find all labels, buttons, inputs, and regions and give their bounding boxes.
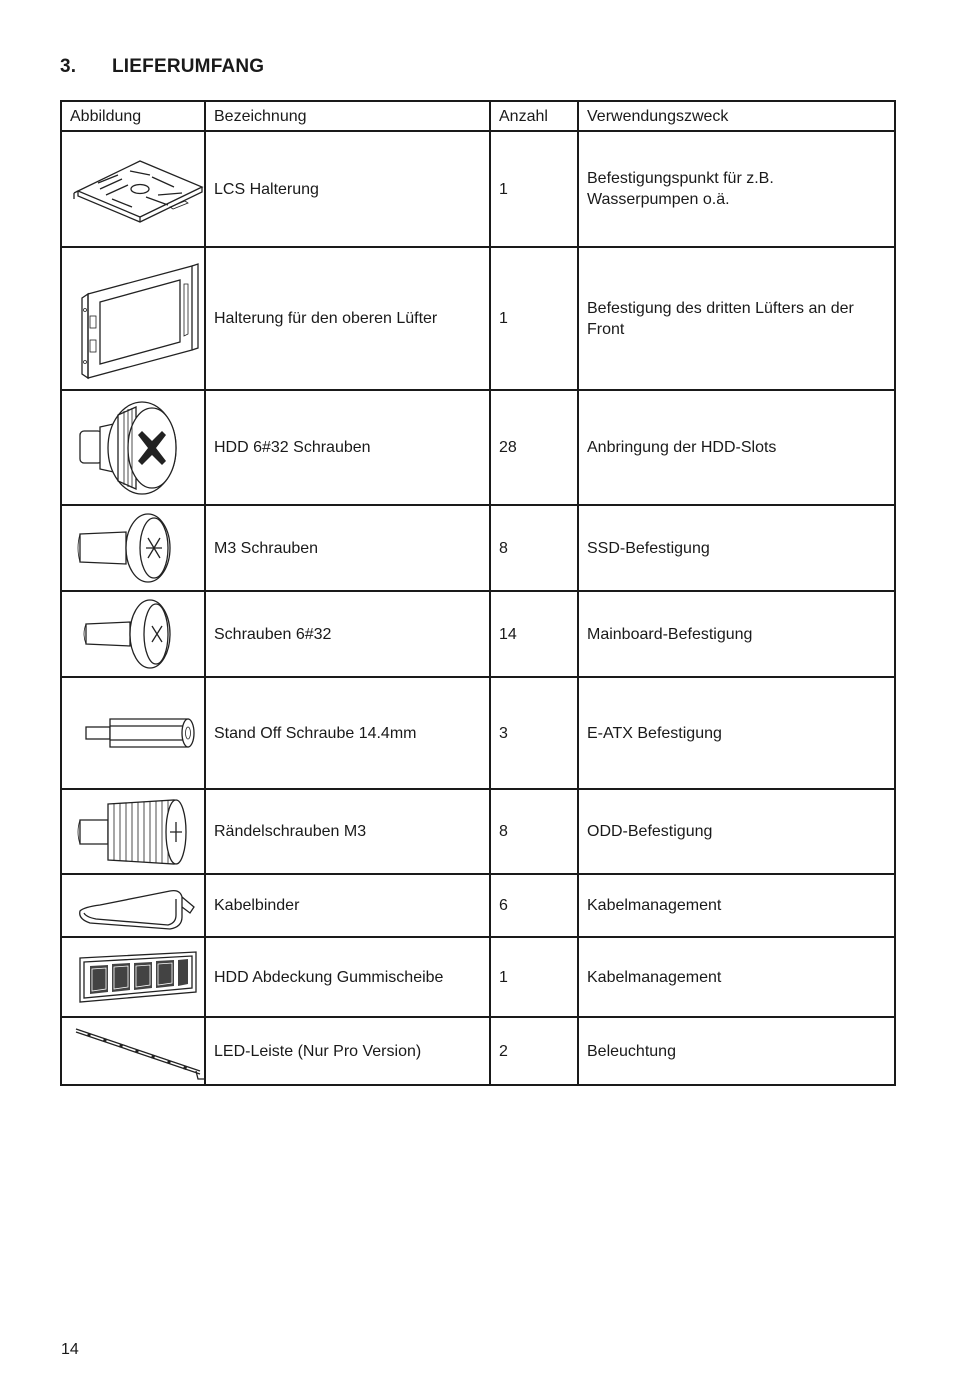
table-row [61, 677, 895, 789]
table-header-row [61, 101, 895, 131]
lcs-bracket-icon [70, 149, 210, 229]
count-cell: 1 [490, 247, 578, 390]
header-count: Anzahl [490, 101, 578, 131]
image-cell [61, 591, 205, 677]
count-cell: 8 [490, 789, 578, 874]
name-cell: Halterung für den oberen Lüfter [205, 247, 490, 390]
section-number: 3. [60, 56, 77, 77]
standoff-screw-icon [70, 693, 210, 773]
count-cell: 2 [490, 1017, 578, 1085]
name-cell: Kabelbinder [205, 874, 490, 937]
image-cell [61, 131, 205, 247]
name-cell: Schrauben 6#32 [205, 591, 490, 677]
screw-6-32-icon [70, 594, 210, 674]
image-cell [61, 247, 205, 390]
name-cell: Stand Off Schraube 14.4mm [205, 677, 490, 789]
table-row [61, 390, 895, 505]
count-cell: 8 [490, 505, 578, 591]
count-cell: 1 [490, 937, 578, 1017]
section-heading [60, 56, 264, 78]
count-cell: 3 [490, 677, 578, 789]
count-cell: 1 [490, 131, 578, 247]
m3-screw-icon [70, 508, 210, 588]
name-cell: LED-Leiste (Nur Pro Version) [205, 1017, 490, 1085]
section-title: LIEFERUMFANG [112, 56, 265, 77]
table-row [61, 131, 895, 247]
image-cell [61, 874, 205, 937]
image-cell [61, 390, 205, 505]
rubber-cover-icon [70, 942, 210, 1012]
purpose-cell: Befestigungspunkt für z.B. Wasserpumpen o.ä. [578, 131, 895, 247]
table-row [61, 1017, 895, 1085]
purpose-cell: Kabelmanagement [578, 937, 895, 1017]
header-purpose: Verwendungszweck [578, 101, 895, 131]
count-cell: 6 [490, 874, 578, 937]
header-image: Abbildung [61, 101, 205, 131]
image-cell [61, 677, 205, 789]
image-cell [61, 505, 205, 591]
image-cell [61, 1017, 205, 1085]
purpose-cell: Anbringung der HDD-Slots [578, 390, 895, 505]
purpose-cell: Befestigung des dritten Lüfters an der Front [578, 247, 895, 390]
name-cell: LCS Halterung [205, 131, 490, 247]
table-row [61, 937, 895, 1017]
cable-tie-icon [70, 877, 210, 935]
name-cell: Rändelschrauben M3 [205, 789, 490, 874]
table-row [61, 789, 895, 874]
name-cell: HDD 6#32 Schrauben [205, 390, 490, 505]
purpose-cell: SSD-Befestigung [578, 505, 895, 591]
purpose-cell: ODD-Befestigung [578, 789, 895, 874]
count-cell: 28 [490, 390, 578, 505]
table-row [61, 874, 895, 937]
thumb-screw-icon [70, 792, 210, 872]
purpose-cell: Beleuchtung [578, 1017, 895, 1085]
page-number: 14 [61, 1341, 79, 1358]
purpose-cell: E-ATX Befestigung [578, 677, 895, 789]
count-cell: 14 [490, 591, 578, 677]
purpose-cell: Mainboard-Befestigung [578, 591, 895, 677]
purpose-cell: Kabelmanagement [578, 874, 895, 937]
image-cell [61, 789, 205, 874]
name-cell: M3 Schrauben [205, 505, 490, 591]
table-row [61, 505, 895, 591]
led-strip-icon [70, 1019, 210, 1083]
name-cell: HDD Abdeckung Gummischeibe [205, 937, 490, 1017]
top-fan-bracket-icon [70, 254, 210, 384]
parts-table [60, 100, 896, 1086]
table-row [61, 247, 895, 390]
table-row [61, 591, 895, 677]
header-name: Bezeichnung [205, 101, 490, 131]
image-cell [61, 937, 205, 1017]
hdd-screw-icon [70, 393, 210, 503]
